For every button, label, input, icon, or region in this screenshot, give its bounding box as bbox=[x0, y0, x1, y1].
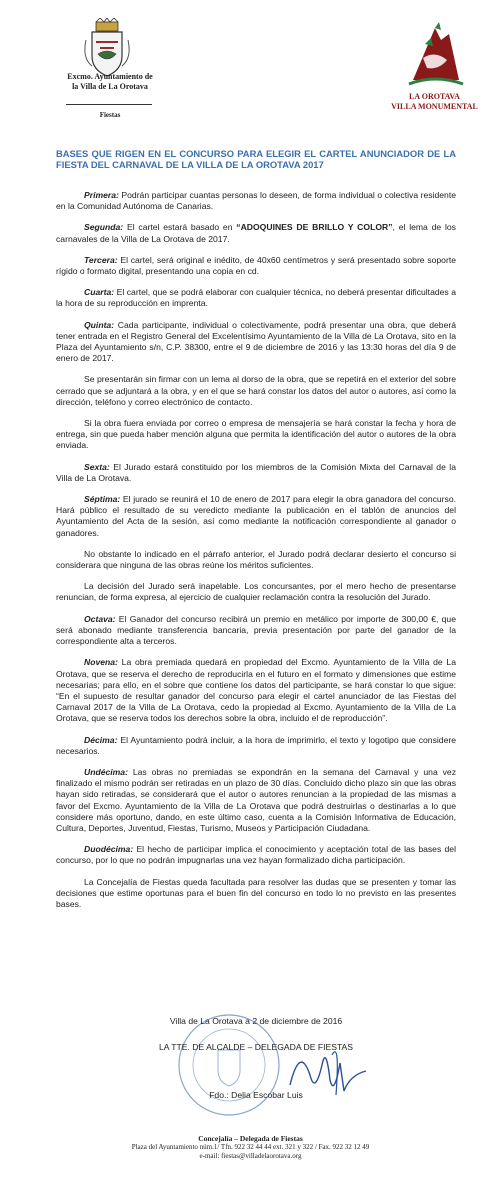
footer-email: e-mail: fiestas@villadelaorotava.org bbox=[199, 1152, 302, 1160]
paragraph-text: La Concejalía de Fiestas queda facultada para resolver las dudas que se presenten y tomar las decisiones que estime oportunas para el buen fin del concurso en todo lo no previsto en las presentes bases. bbox=[56, 876, 456, 909]
signatory-role: LA TTE. DE ALCALDE – DELEGADA DE FIESTAS bbox=[158, 1042, 354, 1052]
clause-text: El Jurado estará constituido por los miembros de la Comisión Mixta del Carnaval de la Villa de La Orotava. bbox=[56, 461, 456, 483]
clause-label: Sexta: bbox=[84, 461, 110, 472]
clause-text: Las obras no premiadas se expondrán en la semana del Carnaval y una vez finalizado el mismo podrán ser retiradas en un plazo de 30 días. Concluido dicho plazo sin que las obras hayan sido retiradas, se considerará que el autor o autores renuncian a la propiedad de las mismas a favor del Excmo. Ayuntamiento de la Villa de La Orotava que podrá destruirlas o destinarlas a lo que considere más oportuno, dando, en este último caso, cuenta a la Comisión Informativa de Educación, Cultura, Deportes, Juventud, Fiestas, Turismo, Museos y Participación Ciudadana. bbox=[56, 766, 456, 833]
clause-label: Séptima: bbox=[84, 494, 121, 505]
clause-label: Undécima: bbox=[84, 766, 128, 777]
clause-text: El Ayuntamiento podrá incluir, a la hora de imprimirlo, el texto y logotipo que considere necesarios. bbox=[56, 734, 456, 756]
clause-segunda bbox=[56, 222, 456, 244]
footer-department: Concejalía – Delegada de Fiestas bbox=[198, 1134, 303, 1143]
clause-text: El Ganador del concurso recibirá un premio en metálico por importe de 300,00 €, que será abonado mediante transferencia bancaria, previa presentación por parte del ganador de la correspondiente alta a terceros. bbox=[56, 613, 456, 647]
ayuntamiento-name bbox=[40, 72, 180, 92]
clause-label: Cuarta: bbox=[84, 287, 115, 298]
signatory-name: Fdo.: Delia Escobar Luis bbox=[209, 1090, 303, 1100]
department-name: Fiestas bbox=[99, 111, 121, 119]
document-title: BASES QUE RIGEN EN EL CONCURSO PARA ELEGIR EL CARTEL ANUNCIADOR DE LA FIESTA DEL CARNAVAL DE LA VILLA DE LA OROTAVA 2017 bbox=[56, 148, 456, 170]
clause-text: Podrán participar cuantas personas lo deseen, de forma individual o colectiva residente en la Comunidad Autónoma de Canarias. bbox=[56, 190, 456, 212]
clause-duodecima bbox=[56, 844, 456, 866]
clause-sexta bbox=[56, 462, 456, 484]
clause-label: Octava: bbox=[84, 613, 116, 624]
place-date: Villa de La Orotava a 2 de diciembre de 2016 bbox=[169, 1016, 343, 1026]
ayuntamiento-line-2: la Villa de La Orotava bbox=[72, 82, 148, 91]
clause-label: Novena: bbox=[84, 657, 118, 668]
clause-novena bbox=[56, 657, 456, 724]
paragraph-text: Se presentarán sin firmar con un lema al dorso de la obra, que se repetirá en el exterior del sobre cerrado que se adjuntará a la obra, y en el que se hará constar los datos del autor o autores, así como la dirección, teléfono y correo electrónico de contacto. bbox=[56, 374, 456, 407]
letterhead bbox=[0, 0, 501, 140]
clause-label: Primera: bbox=[84, 190, 119, 200]
paragraph-text: La decisión del Jurado será inapelable. Los concursantes, por el mero hecho de presentarse renuncian, de forma expresa, al ejercicio de cualquier reclamación contra la resolución del Jurado. bbox=[56, 581, 456, 603]
slogan: “ADOQUINES DE BRILLO Y COLOR” bbox=[236, 222, 393, 233]
clause-text-after: , el lema de los carnavales de la Villa de La Orotava de 2017. bbox=[56, 222, 456, 244]
la-orotava-logo-icon bbox=[405, 20, 467, 88]
clause-label: Duodécima: bbox=[84, 844, 134, 855]
clause-text: El cartel, será original e inédito, de 40x60 centímetros y será presentado sobre soporte rígido o formato digital, presentando una copia en cd. bbox=[56, 254, 456, 277]
clause-octava bbox=[56, 614, 456, 648]
paragraph bbox=[56, 418, 456, 452]
footer bbox=[0, 1134, 501, 1161]
clause-text: Cada participante, individual o colectivamente, podrá presentar una obra, que deberá tener entrada en el Registro General del Excelentísimo Ayuntamiento de la Villa de La Orotava, sito en la Plaza del Ayuntamiento s/n, C.P. 38300, entre el 9 de diciembre de 2016 y las 13:30 horas del día 9 de enero de 2017. bbox=[56, 319, 456, 364]
paragraph-text: No obstante lo indicado en el párrafo anterior, el Jurado podrá declarar desierto el concurso si considerara que ninguna de las obras reúne los méritos suficientes. bbox=[56, 548, 456, 571]
official-stamp-icon bbox=[174, 1010, 284, 1120]
clause-label: Décima: bbox=[84, 734, 118, 745]
clause-label: Segunda: bbox=[84, 222, 124, 233]
clause-text: El cartel estará basado en bbox=[123, 222, 237, 233]
brand-line-1: LA OROTAVA bbox=[409, 92, 460, 101]
ayuntamiento-line-1: Excmo. Ayuntamiento de bbox=[67, 72, 153, 81]
clause-tercera bbox=[56, 255, 456, 277]
clause-text: El hecho de participar implica el conocimiento y aceptación total de las bases del concurso, por lo que no podrán impugnarlas una vez hayan formalizado dicha participación. bbox=[56, 844, 456, 866]
clause-quinta bbox=[56, 320, 456, 365]
clause-text: El cartel, que se podrá elaborar con cualquier técnica, no deberá presentar dificultades a la hora de su reproducción en imprenta. bbox=[56, 287, 456, 309]
clause-label: Tercera: bbox=[84, 254, 118, 265]
brand-text bbox=[372, 92, 497, 112]
paragraph bbox=[56, 877, 456, 911]
clause-text: La obra premiada quedará en propiedad del Excmo. Ayuntamiento de la Villa de La Orotava, que se reserva el derecho de reproducirla en el futuro en el formato y dimensiones que estime necesarias; para ello, en el sobre que contiene los datos del participante, se hará constar lo que sigue: “En el supuesto de resultar ganador del concurso para elegir el cartel anunciador de las Fiestas del Carnaval 2017 de la Villa de La Orotava, cedo la propiedad al Excmo. Ayuntamiento de la Villa de La Orotava, que se reserva todos los derechos sobre la obra, incluido el de reproducción”. bbox=[56, 657, 456, 724]
paragraph-text: Si la obra fuera enviada por correo o empresa de mensajería se hará constar la fecha y hora de entrega, sin que pueda haber mención alguna que permita la identificación del autor o autores de la obra enviada. bbox=[56, 418, 456, 451]
paragraph bbox=[56, 581, 456, 603]
clause-label: Quinta: bbox=[84, 319, 115, 330]
clause-text: El jurado se reunirá el 10 de enero de 2017 para elegir la obra ganadora del concurso. Hará público el resultado de su veredicto mediante la publicación en el tablón de anuncios del Ayuntamiento del Acta de la sesión, así como mediante la notificación correspondiente al ganador o ganadores. bbox=[56, 494, 456, 538]
clause-decima bbox=[56, 735, 456, 757]
clause-septima bbox=[56, 494, 456, 539]
divider bbox=[66, 104, 152, 105]
paragraph bbox=[56, 374, 456, 408]
clause-primera bbox=[56, 190, 456, 212]
document-body bbox=[56, 190, 456, 920]
paragraph bbox=[56, 549, 456, 571]
footer-address: Plaza del Ayuntamiento núm.1/ Tfn. 922 32 44 44 ext. 321 y 322 / Fax. 922 32 12 49 bbox=[131, 1143, 370, 1151]
clause-cuarta bbox=[56, 287, 456, 309]
coat-of-arms-icon bbox=[84, 18, 130, 78]
brand-line-2: VILLA MONUMENTAL bbox=[391, 102, 478, 111]
clause-undecima bbox=[56, 767, 456, 834]
